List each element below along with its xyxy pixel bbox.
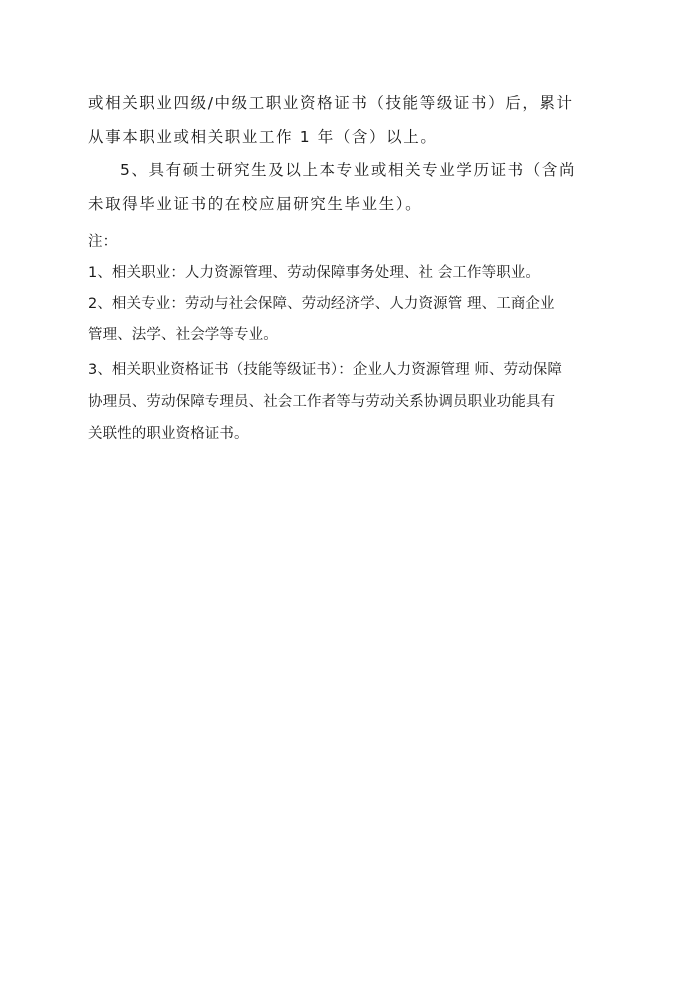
item-5-line-2: 未取得毕业证书的在校应届研究生毕业生）。 [88,195,423,213]
note-1: 1、相关职业：人力资源管理、劳动保障事务处理、社 会工作等职业。 [88,265,541,281]
paragraph-4-line-2: 从事本职业或相关职业工作 1 年（含）以上。 [88,128,438,146]
note-2-line-1: 2、相关专业：劳动与社会保障、劳动经济学、人力资源管 理、工商企业 [88,296,555,312]
note-3-line-2: 协理员、劳动保障专理员、社会工作者等与劳动关系协调员职业功能具有 [88,394,556,410]
note-3-line-1: 3、相关职业资格证书（技能等级证书）：企业人力资源管理 师、劳动保障 [88,362,562,378]
item-5-line-1: 5、具有硕士研究生及以上本专业或相关专业学历证书（含尚 [120,161,577,179]
notes-heading: 注： [88,234,118,250]
note-2-line-2: 管理、法学、社会学等专业。 [88,327,278,343]
note-3-line-3: 关联性的职业资格证书。 [88,426,249,442]
paragraph-4-line-1: 或相关职业四级/中级工职业资格证书（技能等级证书）后，累计 [88,94,574,112]
